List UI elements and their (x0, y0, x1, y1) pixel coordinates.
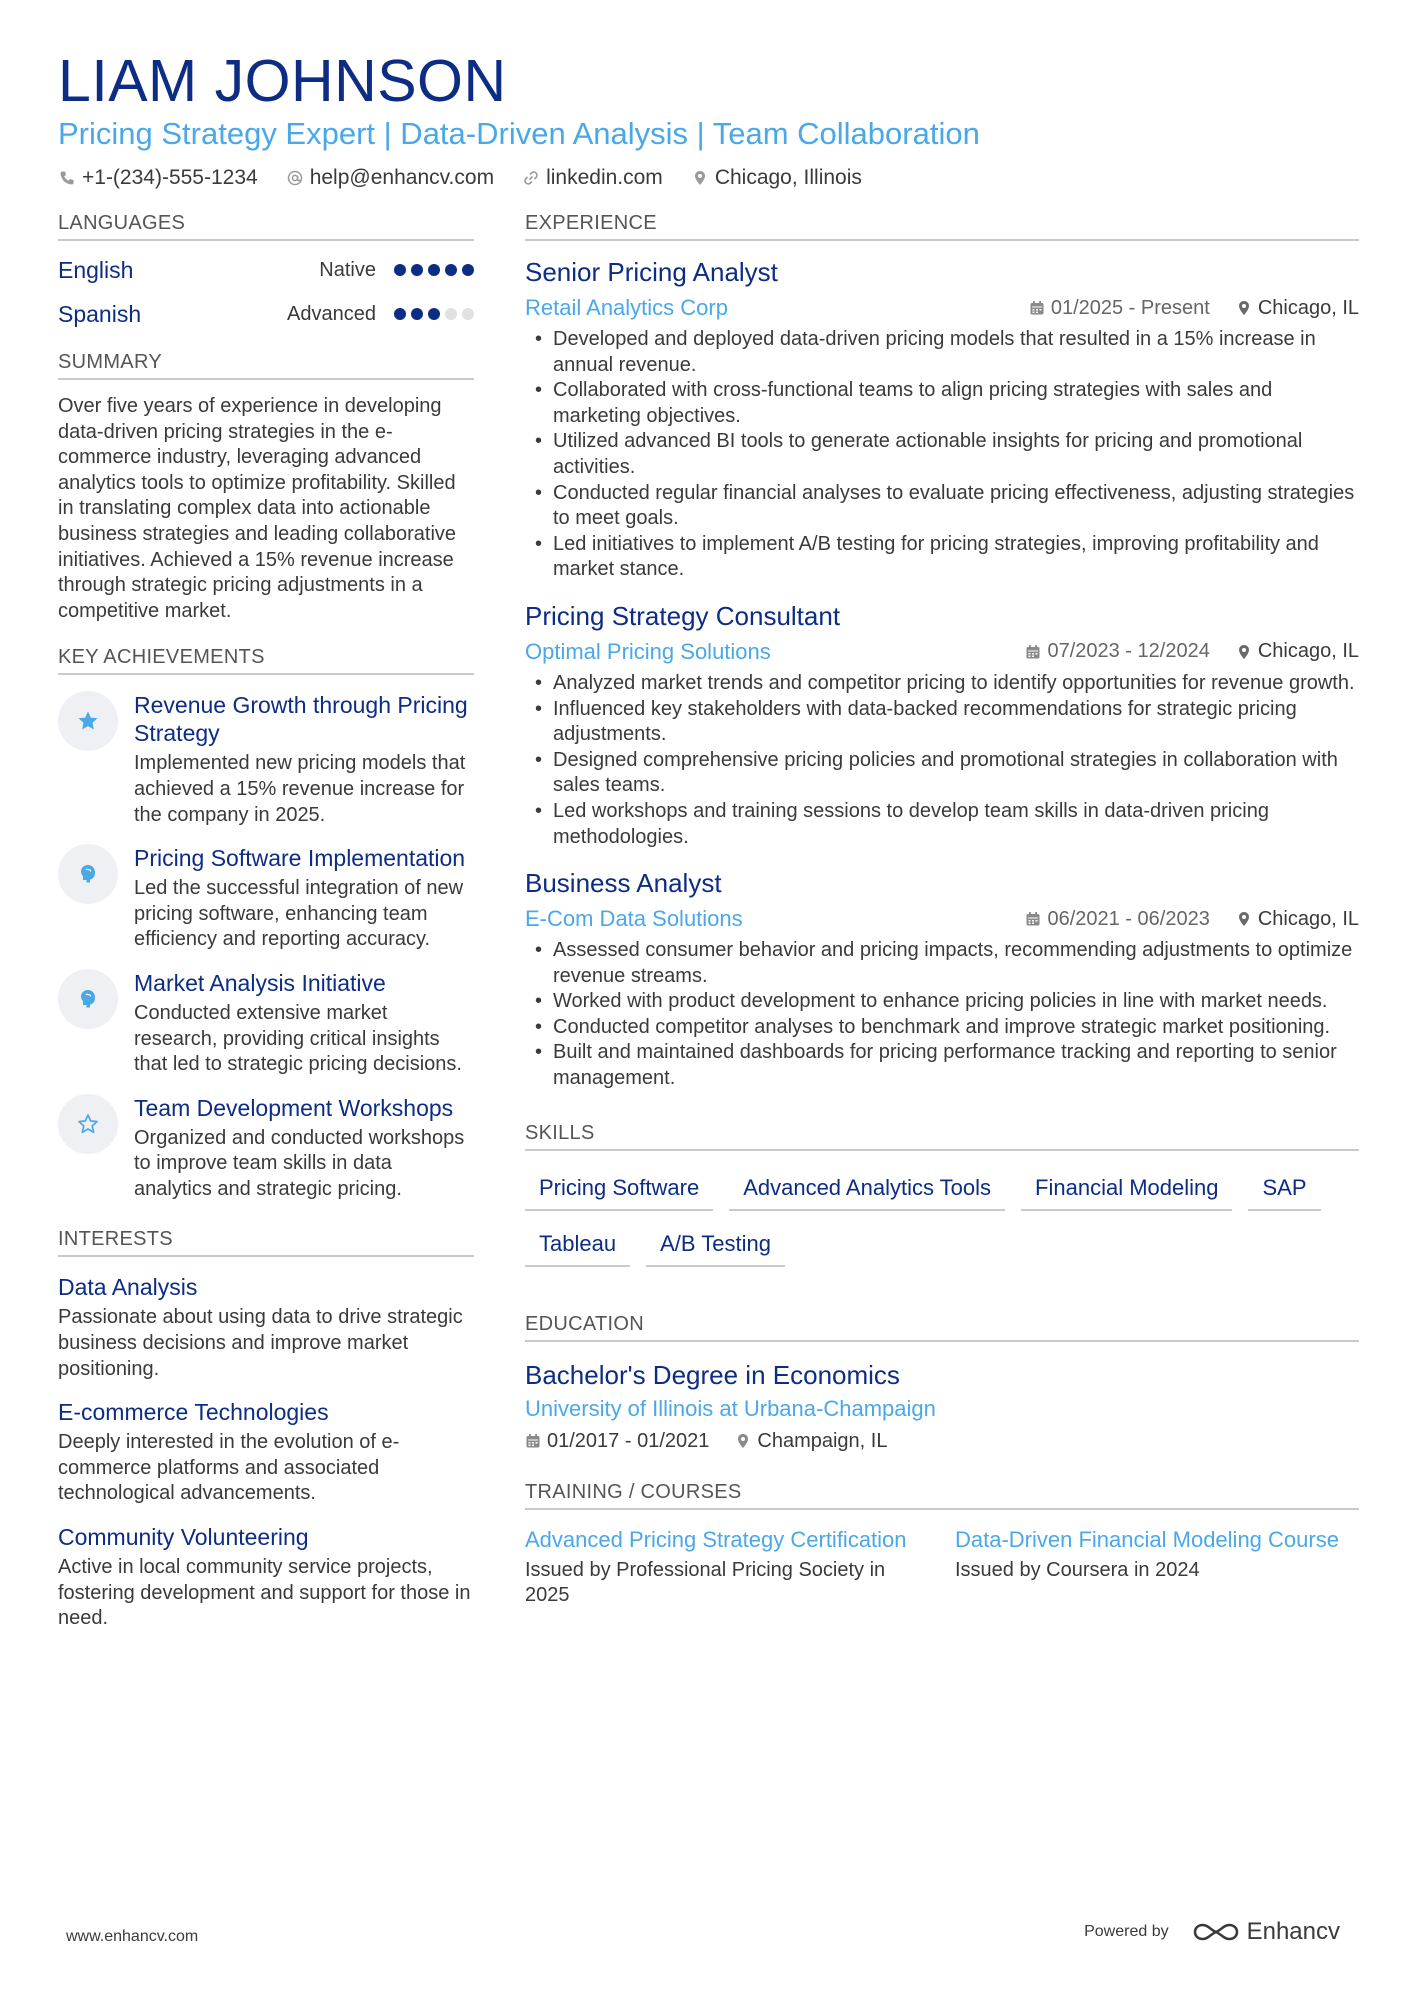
interest-title: Community Volunteering (58, 1524, 309, 1551)
rating-dot (462, 264, 474, 276)
job-entry (525, 599, 1359, 850)
summary-section (58, 351, 474, 624)
rating-dot (394, 308, 406, 320)
rating-dot (428, 264, 440, 276)
job-entry (525, 866, 1359, 1092)
job-bullets (525, 671, 1359, 850)
job-bullet: • Worked with product development to enhance pricing policies in line with market needs. (525, 989, 1359, 1015)
language-level: Advanced (287, 302, 376, 325)
achievement-item (58, 844, 474, 953)
job-entry (525, 255, 1359, 583)
job-title: Senior Pricing Analyst (525, 257, 778, 287)
interest-desc: Passionate about using data to drive strategic business decisions and improve market positioning. (58, 1306, 463, 1380)
brand-name: Enhancv (1246, 1918, 1340, 1945)
job-location: Chicago, IL (1236, 908, 1359, 931)
job-bullet: • Developed and deployed data-driven pricing models that resulted in a 15% increase in annual revenue. (525, 327, 1359, 378)
education-heading: EDUCATION (525, 1313, 1359, 1342)
location-pin-icon (1236, 300, 1252, 316)
language-row (58, 255, 474, 285)
job-bullet: • Utilized advanced BI tools to generate actionable insights for pricing and promotional activities. (525, 429, 1359, 480)
contact-phone[interactable] (58, 166, 258, 190)
contact-info (58, 166, 1358, 190)
skill-tag: Pricing Software (525, 1171, 713, 1211)
summary-heading: SUMMARY (58, 351, 474, 380)
skills-list (525, 1171, 1345, 1267)
candidate-name: LIAM JOHNSON (58, 48, 507, 114)
achievement-desc: Implemented new pricing models that achieved a 15% revenue increase for the company in 2025. (134, 752, 466, 826)
achievement-item (58, 691, 474, 828)
at-icon (286, 169, 304, 187)
footer-website[interactable]: www.enhancv.com (66, 1928, 199, 1945)
interests-heading: INTERESTS (58, 1228, 474, 1257)
right-column (525, 212, 1359, 1609)
powered-by-label: Powered by (1084, 1923, 1169, 1940)
achievement-desc: Led the successful integration of new pricing software, enhancing team efficiency and reporting accuracy. (134, 877, 464, 951)
language-name: Spanish (58, 300, 142, 327)
achievement-title: Market Analysis Initiative (134, 969, 386, 996)
education-degree: Bachelor's Degree in Economics (525, 1359, 900, 1390)
education-location: Champaign, IL (735, 1430, 887, 1453)
job-bullet: • Collaborated with cross-functional teams to align pricing strategies with sales and marketing objectives. (525, 378, 1359, 429)
languages-heading: LANGUAGES (58, 212, 474, 241)
rating-dot (445, 308, 457, 320)
job-bullet: • Designed comprehensive pricing policies and promotional strategies in collaboration with sales teams. (525, 748, 1359, 799)
language-row (58, 299, 474, 329)
training-title: Advanced Pricing Strategy Certification (525, 1526, 907, 1552)
training-desc: Issued by Coursera in 2024 (955, 1558, 1200, 1581)
achievement-item (58, 969, 474, 1078)
education-date: 01/2017 - 01/2021 (525, 1430, 709, 1453)
linkedin-text: linkedin.com (546, 166, 663, 189)
job-location: Chicago, IL (1236, 640, 1359, 663)
job-bullet: • Influenced key stakeholders with data-backed recommendations for strategic pricing adjustments. (525, 697, 1359, 748)
enhancv-logo[interactable] (1193, 1918, 1340, 1946)
rating-dot (428, 308, 440, 320)
job-date: 07/2023 - 12/2024 (1025, 640, 1209, 663)
language-rating (394, 264, 474, 276)
interest-item (58, 1398, 474, 1507)
interest-title: E-commerce Technologies (58, 1399, 329, 1426)
achievement-desc: Conducted extensive market research, providing critical insights that led to strategic pricing decisions. (134, 1001, 462, 1076)
education-school: University of Illinois at Urbana-Champaign (525, 1395, 936, 1421)
interest-desc: Deeply interested in the evolution of e-commerce platforms and associated technological advancements. (58, 1431, 400, 1505)
interest-desc: Active in local community service projects, fostering development and support for those in need. (58, 1556, 471, 1630)
job-bullet: • Conducted regular financial analyses to evaluate pricing effectiveness, adjusting strategies to meet goals. (525, 481, 1359, 532)
job-bullet: • Analyzed market trends and competitor pricing to identify opportunities for revenue growth. (525, 671, 1359, 697)
training-item (955, 1526, 1345, 1609)
brain-icon (58, 844, 118, 904)
job-company: Retail Analytics Corp (525, 295, 728, 320)
job-bullet: • Led workshops and training sessions to develop team skills in data-driven pricing methodologies. (525, 799, 1359, 850)
job-date: 01/2025 - Present (1029, 297, 1210, 320)
location-pin-icon (735, 1433, 751, 1449)
job-bullets (525, 327, 1359, 583)
phone-icon (58, 169, 76, 187)
footer-branding (1084, 1918, 1340, 1946)
brain-icon (58, 969, 118, 1029)
contact-location (691, 166, 862, 190)
job-bullet: • Led initiatives to implement A/B testing for pricing strategies, improving profitability and market stance. (525, 532, 1359, 583)
achievement-title: Revenue Growth through Pricing Strategy (134, 692, 468, 747)
skill-tag: Financial Modeling (1021, 1171, 1232, 1211)
experience-section (525, 212, 1359, 1092)
summary-text: Over five years of experience in developing data-driven pricing strategies in the e-commerce industry, leveraging advanced analytics tools to optimize profitability. Skilled in translating complex data into actionable business strategies and leading collaborative initiatives. Achieved a 15% revenue increase through strategic pricing adjustments in a competitive market. (58, 395, 457, 622)
interests-section (58, 1228, 474, 1631)
achievements-section (58, 646, 474, 1202)
calendar-icon (1029, 300, 1045, 316)
achievement-item (58, 1094, 474, 1203)
calendar-icon (1025, 911, 1041, 927)
experience-heading: EXPERIENCE (525, 212, 1359, 241)
job-title: Business Analyst (525, 868, 722, 899)
skill-tag: SAP (1248, 1171, 1320, 1211)
achievement-title: Pricing Software Implementation (134, 845, 466, 872)
rating-dot (411, 264, 423, 276)
calendar-icon (525, 1433, 541, 1449)
job-bullet: • Built and maintained dashboards for pricing performance tracking and reporting to senior management. (525, 1040, 1359, 1091)
interest-title: Data Analysis (58, 1274, 198, 1301)
language-rating (394, 308, 474, 320)
link-icon (522, 169, 540, 187)
contact-linkedin[interactable] (522, 166, 663, 190)
candidate-tagline: Pricing Strategy Expert | Data-Driven Analysis | Team Collaboration (58, 116, 980, 151)
training-title: Data-Driven Financial Modeling Course (955, 1526, 1339, 1552)
skill-tag: A/B Testing (646, 1227, 785, 1267)
job-company: Optimal Pricing Solutions (525, 638, 771, 664)
skills-section (525, 1122, 1359, 1267)
location-text: Chicago, Illinois (714, 166, 862, 189)
location-pin-icon (691, 169, 709, 187)
job-location: Chicago, IL (1236, 297, 1359, 320)
language-name: English (58, 256, 134, 283)
interest-item (58, 1523, 474, 1632)
resume-header (58, 48, 1358, 190)
rating-dot (445, 264, 457, 276)
skill-tag: Tableau (525, 1227, 630, 1267)
star-filled-icon (58, 691, 118, 751)
training-heading: TRAINING / COURSES (525, 1481, 1359, 1510)
achievement-desc: Organized and conducted workshops to improve team skills in data analytics and strategic pricing. (134, 1126, 465, 1200)
star-outline-icon (58, 1094, 118, 1154)
left-column (58, 212, 474, 1632)
achievements-heading: KEY ACHIEVEMENTS (58, 646, 474, 675)
rating-dot (462, 308, 474, 320)
job-company: E-Com Data Solutions (525, 906, 743, 932)
job-bullet: • Assessed consumer behavior and pricing impacts, recommending adjustments to optimize revenue streams. (525, 938, 1359, 989)
language-level: Native (319, 258, 376, 281)
rating-dot (411, 308, 423, 320)
achievement-title: Team Development Workshops (134, 1094, 454, 1121)
rating-dot (394, 264, 406, 276)
job-bullets (525, 938, 1359, 1092)
skill-tag: Advanced Analytics Tools (729, 1171, 1005, 1211)
job-title: Pricing Strategy Consultant (525, 600, 841, 631)
calendar-icon (1025, 644, 1041, 660)
job-date: 06/2021 - 06/2023 (1025, 908, 1209, 931)
location-pin-icon (1236, 911, 1252, 927)
contact-email[interactable] (286, 166, 494, 190)
phone-text: +1-(234)-555-1234 (82, 166, 258, 189)
languages-section (58, 212, 474, 329)
training-section (525, 1481, 1359, 1609)
enhancv-logo-icon (1193, 1921, 1239, 1943)
interest-item (58, 1273, 474, 1382)
location-pin-icon (1236, 644, 1252, 660)
skills-heading: SKILLS (525, 1122, 1359, 1151)
training-desc: Issued by Professional Pricing Society in 2025 (525, 1558, 886, 1607)
training-item (525, 1526, 915, 1609)
email-text: help@enhancv.com (309, 166, 495, 189)
education-section (525, 1313, 1359, 1453)
job-bullet: • Conducted competitor analyses to benchmark and improve strategic market positioning. (525, 1015, 1359, 1041)
